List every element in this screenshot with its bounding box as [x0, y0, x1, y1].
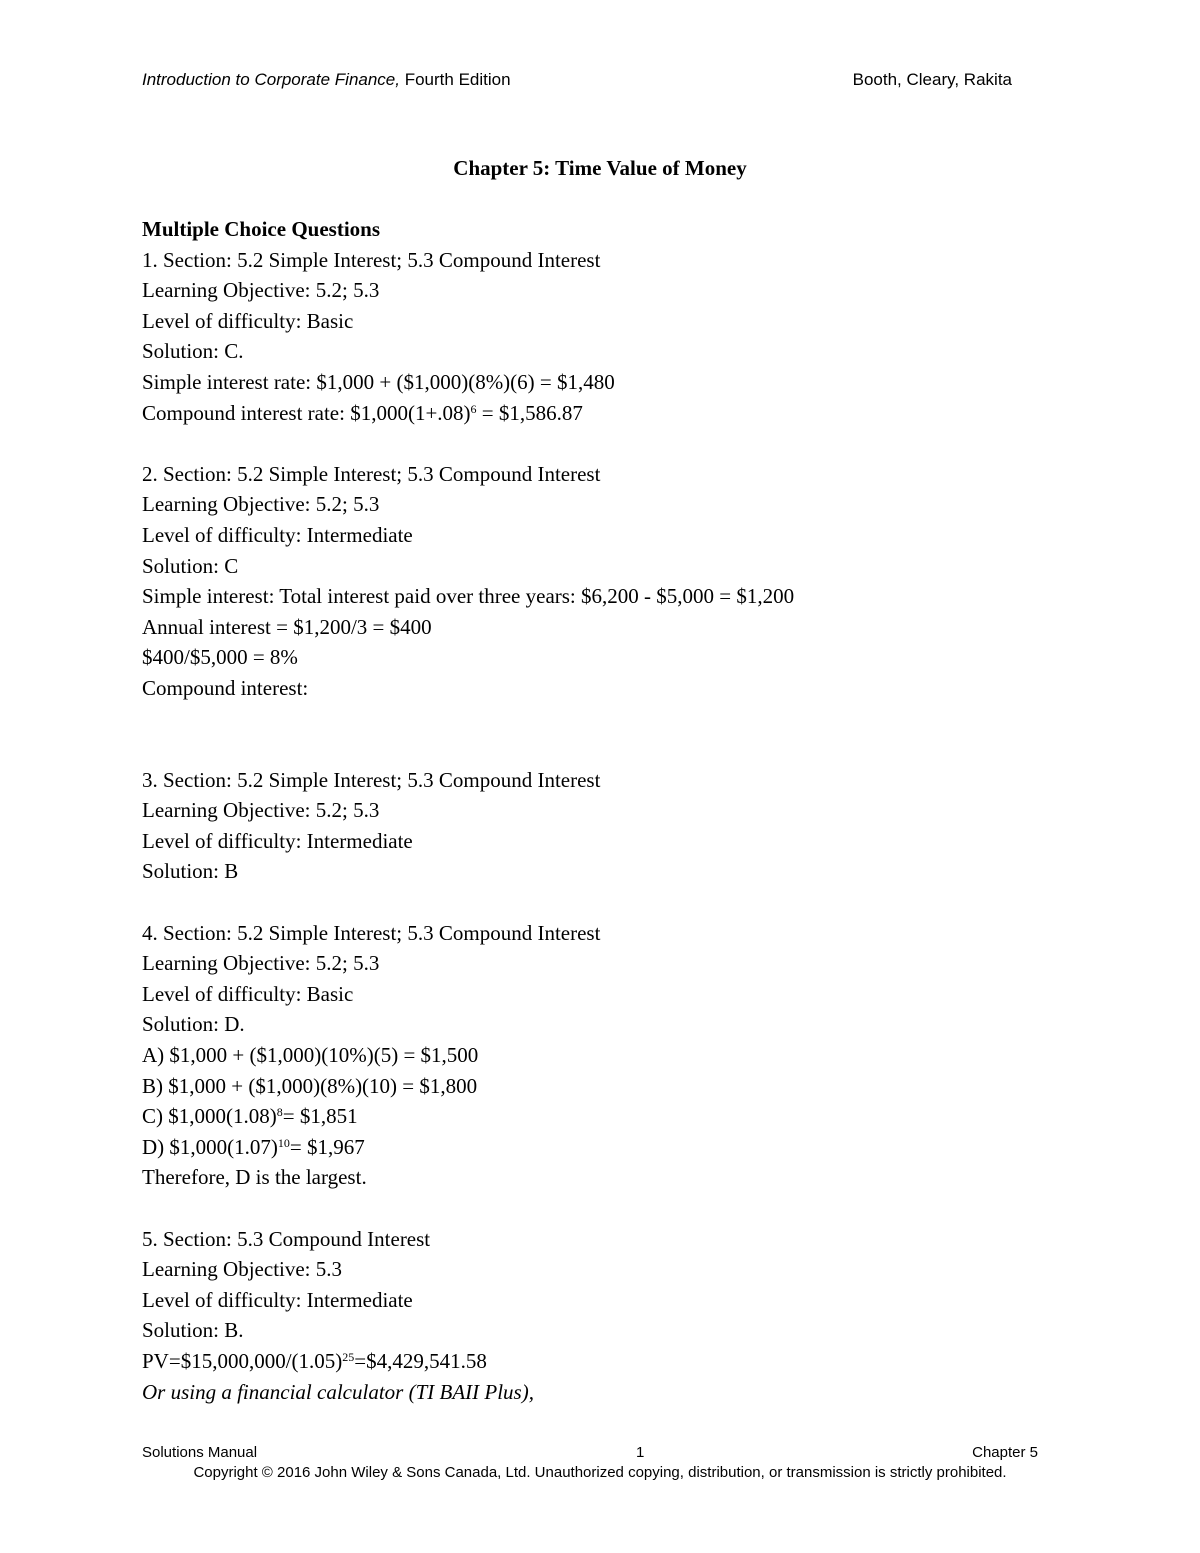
q1-compound-interest: Compound interest rate: $\$1,000(1+.08)^6$ = $1,586.87 — [142, 400, 583, 425]
q1-simple-interest: Simple interest rate: $1,000 + ($1,000)(8%)(6) = $1,480 — [142, 369, 615, 394]
section-heading: Multiple Choice Questions — [142, 217, 381, 241]
question-1 — [142, 245, 1092, 429]
q4-c-exponent: 8 — [276, 1105, 283, 1120]
q2-objective: Learning Objective: 5.2; 5.3 — [142, 492, 380, 517]
q5-present-value: $PV=\$15,000,000/(1.05)^{25}=\$4,429,541.58$ — [142, 1348, 487, 1373]
q4-d-exponent: 10 — [277, 1135, 290, 1150]
book-title: Introduction to Corporate Finance, — [142, 70, 400, 89]
q5-difficulty: Level of difficulty: Intermediate — [142, 1287, 413, 1312]
footer-left: Solutions Manual — [142, 1444, 258, 1461]
q5-calculator-note: Or using a financial calculator (TI BAII Plus), — [142, 1379, 534, 1404]
book-edition: Fourth Edition — [399, 70, 511, 89]
q4-option-a: A) $1,000 + ($1,000)(10%)(5) = $1,500 — [142, 1043, 479, 1068]
q2-compound-interest: Compound interest: — [142, 675, 309, 700]
q4-option-c: C) $\$1,000(1.08)^8=$ $1,851 — [142, 1104, 358, 1129]
page-number: 1 — [636, 1444, 645, 1461]
q4-objective: Learning Objective: 5.2; 5.3 — [142, 951, 380, 976]
q4-difficulty: Level of difficulty: Basic — [142, 981, 354, 1006]
question-4 — [142, 918, 1092, 1193]
chapter-title: Chapter 5: Time Value of Money — [453, 156, 747, 180]
document-body — [142, 214, 1092, 1407]
q5-solution: Solution: B. — [142, 1318, 244, 1343]
q2-rate: $400/$5,000 = 8% — [142, 645, 298, 670]
copyright-notice: Copyright © 2016 John Wiley & Sons Canada, Ltd. Unauthorized copying, distribution, or transmission is strictly prohibited. — [193, 1464, 1007, 1481]
q4-solution: Solution: D. — [142, 1012, 245, 1037]
footer-right: Chapter 5 — [972, 1444, 1038, 1461]
q4-section: 4. Section: 5.2 Simple Interest; 5.3 Compound Interest — [142, 920, 601, 945]
q1-section: 1. Section: 5.2 Simple Interest; 5.3 Compound Interest — [142, 247, 601, 272]
q4-conclusion: Therefore, D is the largest. — [142, 1165, 367, 1190]
q2-solution: Solution: C — [142, 553, 239, 578]
q1-difficulty: Level of difficulty: Basic — [142, 308, 354, 333]
question-2 — [142, 459, 1092, 704]
question-3 — [142, 765, 1092, 887]
q2-annual-interest: Annual interest = $1,200/3 = $400 — [142, 614, 432, 639]
q4-option-b: B) $1,000 + ($1,000)(8%)(10) = $1,800 — [142, 1073, 478, 1098]
q3-difficulty: Level of difficulty: Intermediate — [142, 828, 413, 853]
q3-solution: Solution: B — [142, 859, 239, 884]
q1-exponent: 6 — [470, 401, 477, 416]
q3-section: 3. Section: 5.2 Simple Interest; 5.3 Compound Interest — [142, 767, 601, 792]
running-header-authors: Booth, Cleary, Rakita — [852, 70, 1012, 89]
running-header-title — [142, 70, 511, 90]
q1-objective: Learning Objective: 5.2; 5.3 — [142, 278, 380, 303]
q3-objective: Learning Objective: 5.2; 5.3 — [142, 798, 380, 823]
q5-objective: Learning Objective: 5.3 — [142, 1257, 343, 1282]
q2-simple-interest: Simple interest: Total interest paid over three years: $6,200 - $5,000 = $1,200 — [142, 584, 795, 609]
q2-section: 2. Section: 5.2 Simple Interest; 5.3 Compound Interest — [142, 461, 601, 486]
q2-difficulty: Level of difficulty: Intermediate — [142, 522, 413, 547]
q4-option-d: D) $\$1,000(1.07)^{10}=$ $1,967 — [142, 1134, 365, 1159]
q1-solution: Solution: C. — [142, 339, 244, 364]
q5-section: 5. Section: 5.3 Compound Interest — [142, 1226, 431, 1251]
question-5 — [142, 1224, 1092, 1408]
q5-exponent: 25 — [342, 1349, 355, 1364]
